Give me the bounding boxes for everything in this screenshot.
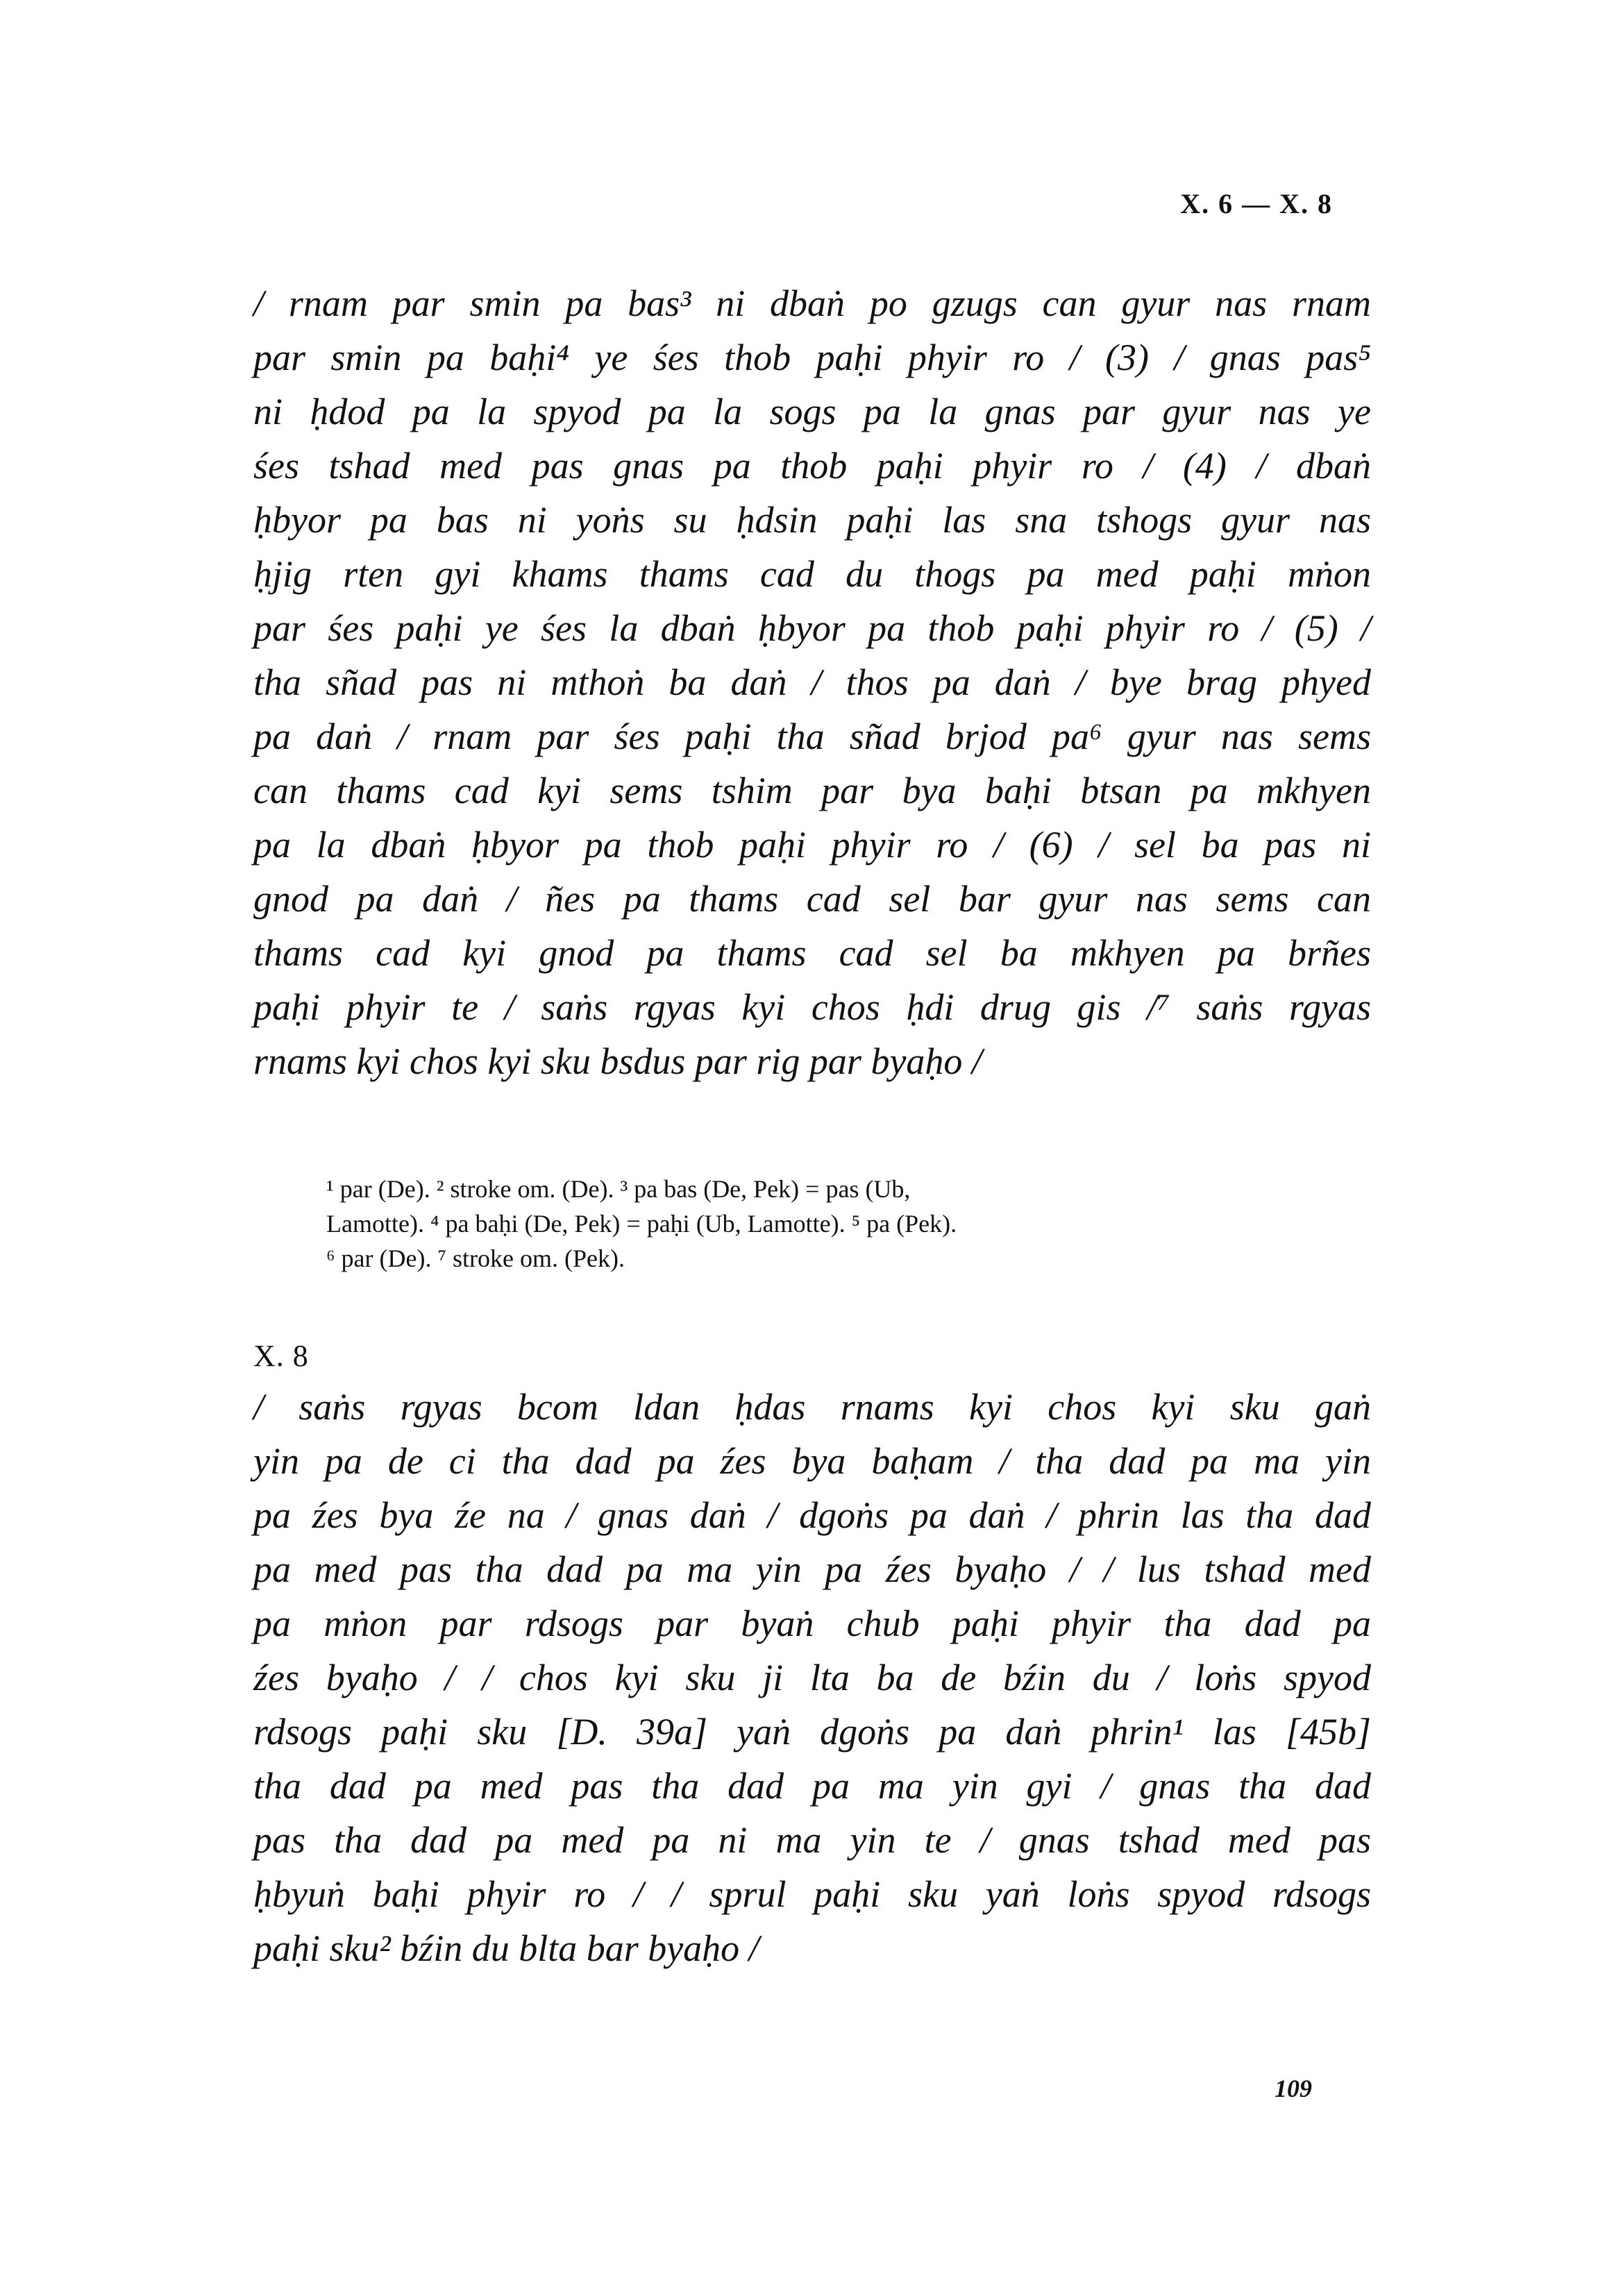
text-line: pas tha dad pa med pa ni ma yin te / gnas tshad med pas <box>253 1819 1371 1861</box>
text-line: can thams cad kyi sems tshim par bya baḥi btsan pa mkhyen <box>253 770 1371 811</box>
running-head: X. 6 — X. 8 <box>1180 188 1333 219</box>
paragraph-2 <box>253 1380 1371 1975</box>
text-line: pa mṅon par rdsogs par byaṅ chub paḥi phyir tha dad pa <box>253 1603 1371 1644</box>
footnote-line: Lamotte). ⁴ pa baḥi (De, Pek) = paḥi (Ub, Lamotte). ⁵ pa (Pek). <box>326 1210 957 1238</box>
text-line: pa daṅ / rnam par śes paḥi tha sñad brjod pa⁶ gyur nas sems <box>253 716 1371 757</box>
text-line: paḥi phyir te / saṅs rgyas kyi chos ḥdi drug gis /⁷ saṅs rgyas <box>253 986 1371 1028</box>
text-line: ḥjig rten gyi khams thams cad du thogs pa med paḥi mṅon <box>253 553 1371 595</box>
text-line: ḥbyor pa bas ni yoṅs su ḥdsin paḥi las sna tshogs gyur nas <box>253 499 1371 541</box>
footnote-line: ⁶ par (De). ⁷ stroke om. (Pek). <box>326 1244 625 1272</box>
footnote-line: ¹ par (De). ² stroke om. (De). ³ pa bas (De, Pek) = pas (Ub, <box>326 1175 911 1203</box>
text-line: źes byaḥo / / chos kyi sku ji lta ba de bźin du / loṅs spyod <box>253 1657 1371 1698</box>
text-line: yin pa de ci tha dad pa źes bya baḥam / tha dad pa ma yin <box>253 1440 1371 1482</box>
text-line: par smin pa baḥi⁴ ye śes thob paḥi phyir ro / (3) / gnas pas⁵ <box>253 337 1371 378</box>
text-line: paḥi sku² bźin du blta bar byaḥo / <box>253 1927 759 1969</box>
text-line: gnod pa daṅ / ñes pa thams cad sel bar gyur nas sems can <box>253 878 1371 920</box>
text-line: śes tshad med pas gnas pa thob paḥi phyir ro / (4) / dbaṅ <box>253 445 1371 487</box>
text-line: pa la dbaṅ ḥbyor pa thob paḥi phyir ro / (6) / sel ba pas ni <box>253 824 1371 866</box>
text-line: par śes paḥi ye śes la dbaṅ ḥbyor pa thob paḥi phyir ro / (5) / <box>253 607 1371 649</box>
text-line: tha dad pa med pas tha dad pa ma yin gyi / gnas tha dad <box>253 1765 1371 1807</box>
text-line: pa med pas tha dad pa ma yin pa źes byaḥo / / lus tshad med <box>253 1548 1371 1590</box>
text-line: thams cad kyi gnod pa thams cad sel ba mkhyen pa brñes <box>253 932 1371 974</box>
footnotes <box>326 1172 1326 1276</box>
text-line: / saṅs rgyas bcom ldan ḥdas rnams kyi chos kyi sku gaṅ <box>253 1386 1371 1428</box>
text-line: pa źes bya źe na / gnas daṅ / dgoṅs pa daṅ / phrin las tha dad <box>253 1494 1371 1536</box>
text-line: rdsogs paḥi sku [D. 39a] yaṅ dgoṅs pa daṅ phrin¹ las [45b] <box>253 1711 1371 1753</box>
text-line: ḥbyuṅ baḥi phyir ro / / sprul paḥi sku yaṅ loṅs spyod rdsogs <box>253 1873 1371 1915</box>
text-line: / rnam par smin pa bas³ ni dbaṅ po gzugs can gyur nas rnam <box>253 282 1371 324</box>
text-line: ni ḥdod pa la spyod pa la sogs pa la gnas par gyur nas ye <box>253 391 1371 432</box>
paragraph-1 <box>253 276 1371 1088</box>
page-number: 109 <box>1275 2075 1312 2102</box>
text-line: rnams kyi chos kyi sku bsdus par rig par byaḥo / <box>253 1040 982 1082</box>
text-line: tha sñad pas ni mthoṅ ba daṅ / thos pa daṅ / bye brag phyed <box>253 661 1371 703</box>
section-heading: X. 8 <box>253 1339 309 1373</box>
